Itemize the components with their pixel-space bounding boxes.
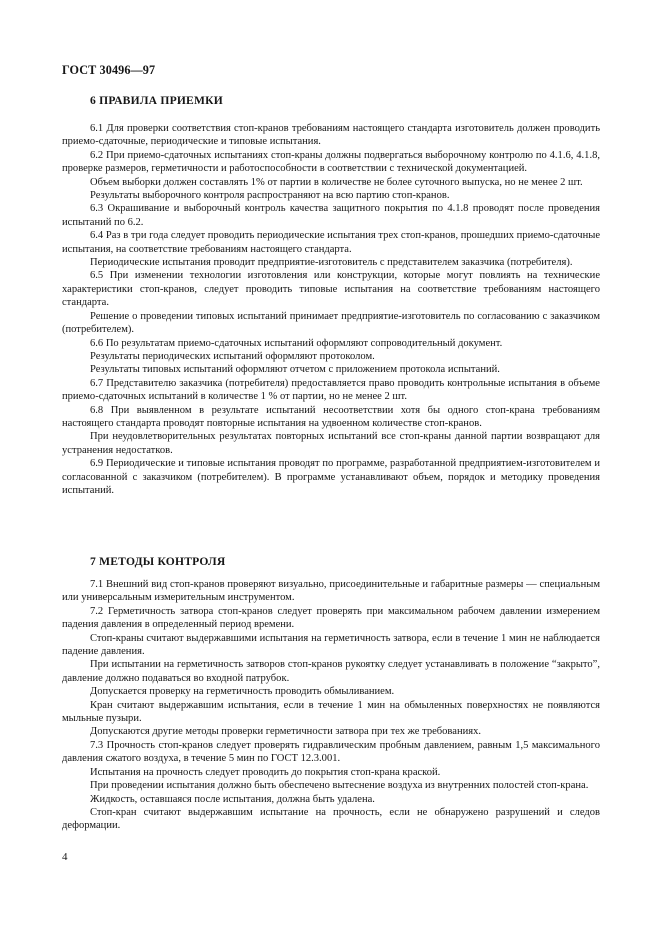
paragraph: 7.3 Прочность стоп-кранов следует проверять гидравлическим пробным давлением, равным 1,5 максимального давления сжатого воздуха, в течение 5 мин по ГОСТ 12.3.001. xyxy=(62,739,600,765)
paragraph: 6.9 Периодические и типовые испытания проводят по программе, разработанной предприятием-изготовителем и согласованной с заказчиком (потребителем). В программе устанавливают объем, порядок и методику проведения испытаний. xyxy=(62,458,600,496)
paragraph: 6.3 Окрашивание и выборочный контроль качества защитного покрытия по 4.1.8 проводят после проведения испытаний по 6.2. xyxy=(62,203,600,228)
paragraph: Испытания на прочность следует проводить до покрытия стоп-крана краской. xyxy=(90,766,441,778)
paragraph: Стоп-кран считают выдержавшим испытание на прочность, если не обнаружено разрушений и следов деформации. xyxy=(62,806,600,832)
paragraph: Допускаются другие методы проверки герметичности затвора при тех же требованиях. xyxy=(90,726,482,738)
paragraph: Кран считают выдержавшим испытания, если в течение 1 мин на обмыленных поверхностях не появляются мыльные пузыри. xyxy=(62,699,600,725)
section-6-body xyxy=(62,122,600,497)
paragraph: Допускается проверку на герметичность проводить обмыливанием. xyxy=(90,686,395,698)
paragraph: Периодические испытания проводит предприятие-изготовитель с представителем заказчика (потребителя). xyxy=(90,257,573,269)
section-6-title: 6 ПРАВИЛА ПРИЕМКИ xyxy=(90,94,223,107)
paragraph: 6.7 Представителю заказчика (потребителя) предоставляется право проводить контрольные испытания в объеме приемо-сдаточных испытаний в количестве 1 % от партии, но не менее 2 шт. xyxy=(62,377,600,403)
paragraph: 6.6 По результатам приемо-сдаточных испытаний оформляют сопроводительный документ. xyxy=(90,337,503,349)
paragraph: При испытании на герметичность затворов стоп-кранов рукоятку следует устанавливать в положение “закрыто”, давление должно подаваться во входной патрубок. xyxy=(62,659,600,684)
section-7-body xyxy=(62,578,600,833)
paragraph: Результаты выборочного контроля распространяют на всю партию стоп-кранов. xyxy=(90,190,450,202)
paragraph: 6.8 При выявленном в результате испытаний несоответствии хотя бы одного стоп-крана требованиям настоящего стандарта проводят повторные испытания на удвоенном количестве стоп-кранов. xyxy=(62,404,600,429)
paragraph: 6.5 При изменении технологии изготовления или конструкции, которые могут повлиять на технические характеристики стоп-кранов, следует проводить типовые испытания на соответствие требованиям настоящего стандарта. xyxy=(62,270,600,309)
paragraph: 7.2 Герметичность затвора стоп-кранов следует проверять при максимальном рабочем давлении измерением падения давления в определенный период времени. xyxy=(62,605,600,631)
paragraph: Объем выборки должен составлять 1% от партии в количестве не более суточного выпуска, но не менее 2 шт. xyxy=(90,176,583,188)
paragraph: Результаты периодических испытаний оформляют протоколом. xyxy=(90,350,375,362)
section-7-title: 7 МЕТОДЫ КОНТРОЛЯ xyxy=(90,555,226,568)
paragraph: 6.1 Для проверки соответствия стоп-кранов требованиям настоящего стандарта изготовитель должен проводить приемо-сдаточные, периодические и типовые испытания. xyxy=(62,123,600,148)
paragraph: 6.4 Раз в три года следует проводить периодические испытания трех стоп-кранов, прошедших приемо-сдаточные испытания, на соответствие требованиям настоящего стандарта. xyxy=(62,230,600,255)
page-number: 4 xyxy=(62,851,68,863)
paragraph: Решение о проведении типовых испытаний принимает предприятие-изготовитель по согласованию с заказчиком (потребителем). xyxy=(62,310,600,336)
paragraph: Стоп-краны считают выдержавшими испытания на герметичность затвора, если в течение 1 мин не наблюдается падение давления. xyxy=(62,632,600,658)
paragraph: Жидкость, оставшаяся после испытания, должна быть удалена. xyxy=(90,793,375,805)
paragraph: Результаты типовых испытаний оформляют отчетом с приложением протокола испытаний. xyxy=(90,364,500,376)
paragraph: 7.1 Внешний вид стоп-кранов проверяют визуально, присоединительные и габаритные размеры — специальным или универсальным измерительным инструментом. xyxy=(62,579,600,604)
paragraph: При проведении испытания должно быть обеспечено вытеснение воздуха из внутренних полостей стоп-крана. xyxy=(90,780,589,792)
standard-header: ГОСТ 30496—97 xyxy=(62,63,156,77)
paragraph: 6.2 При приемо-сдаточных испытаниях стоп-краны должны подвергаться выборочному контролю по 4.1.6, 4.1.8, проверке размеров, герметичности и работоспособности в соответствии с технической документацией. xyxy=(62,149,600,175)
paragraph: При неудовлетворительных результатах повторных испытаний все стоп-краны данной партии возвращают для устранения недостатков. xyxy=(62,431,600,456)
